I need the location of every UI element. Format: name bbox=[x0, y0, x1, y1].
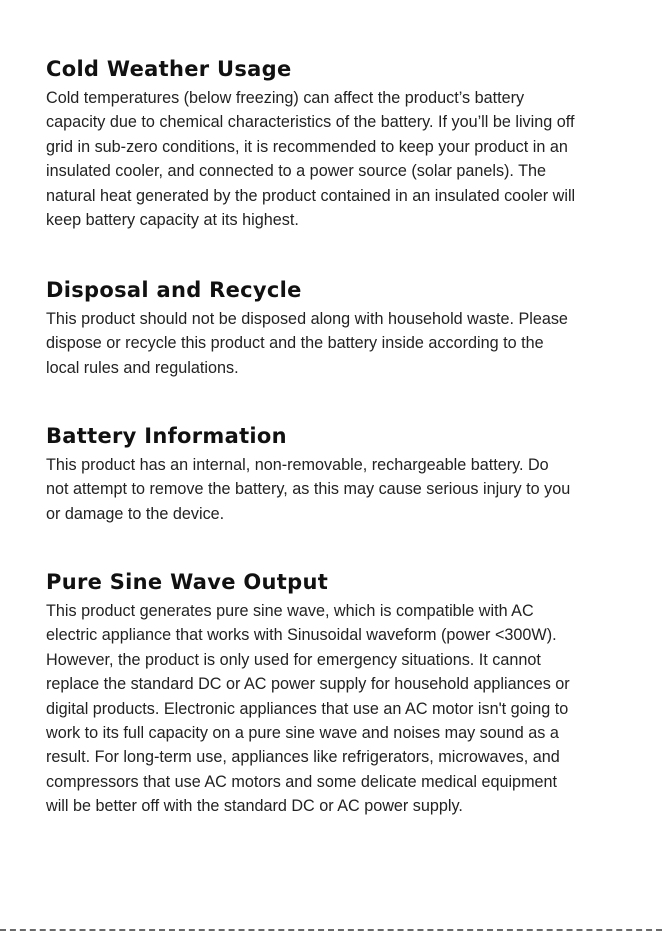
section-body-text: This product should not be disposed along with household waste. Please dispose or recycle this product and the battery inside according to the local rules and regulations. bbox=[46, 310, 568, 377]
disposal-and-recycle-section bbox=[46, 277, 621, 380]
cold-weather-usage-section bbox=[46, 56, 621, 232]
section-heading: Pure Sine Wave Output bbox=[46, 570, 329, 594]
page-bottom-divider bbox=[0, 929, 662, 931]
section-body-text: This product has an internal, non-removable, rechargeable battery. Do not attempt to remove the battery, as this may cause serious injury to you or damage to the device. bbox=[46, 456, 571, 523]
section-heading: Battery Information bbox=[46, 424, 287, 448]
section-heading: Disposal and Recycle bbox=[46, 278, 302, 302]
section-heading: Cold Weather Usage bbox=[46, 57, 292, 81]
pure-sine-wave-output-section bbox=[46, 569, 621, 819]
section-body-text: This product generates pure sine wave, which is compatible with AC electric appliance that works with Sinusoidal waveform (power <300W). However, the product is only used for emergency situations. It cannot replace the standard DC or AC power supply for household appliances or digital products. Electronic appliances that use an AC motor isn't going to work to its full capacity on a pure sine wave and noises may sound as a result. For long-term use, appliances like refrigerators, microwaves, and compressors that use AC motors and some delicate medical equipment will be better off with the standard DC or AC power supply. bbox=[46, 602, 570, 816]
battery-information-section bbox=[46, 423, 621, 526]
section-body-text: Cold temperatures (below freezing) can affect the product’s battery capacity due to chemical characteristics of the battery. If you’ll be living off grid in sub-zero conditions, it is recommended to keep your product in an insulated cooler, and connected to a power source (solar panels). The natural heat generated by the product contained in an insulated cooler will keep battery capacity at its highest. bbox=[46, 89, 576, 230]
